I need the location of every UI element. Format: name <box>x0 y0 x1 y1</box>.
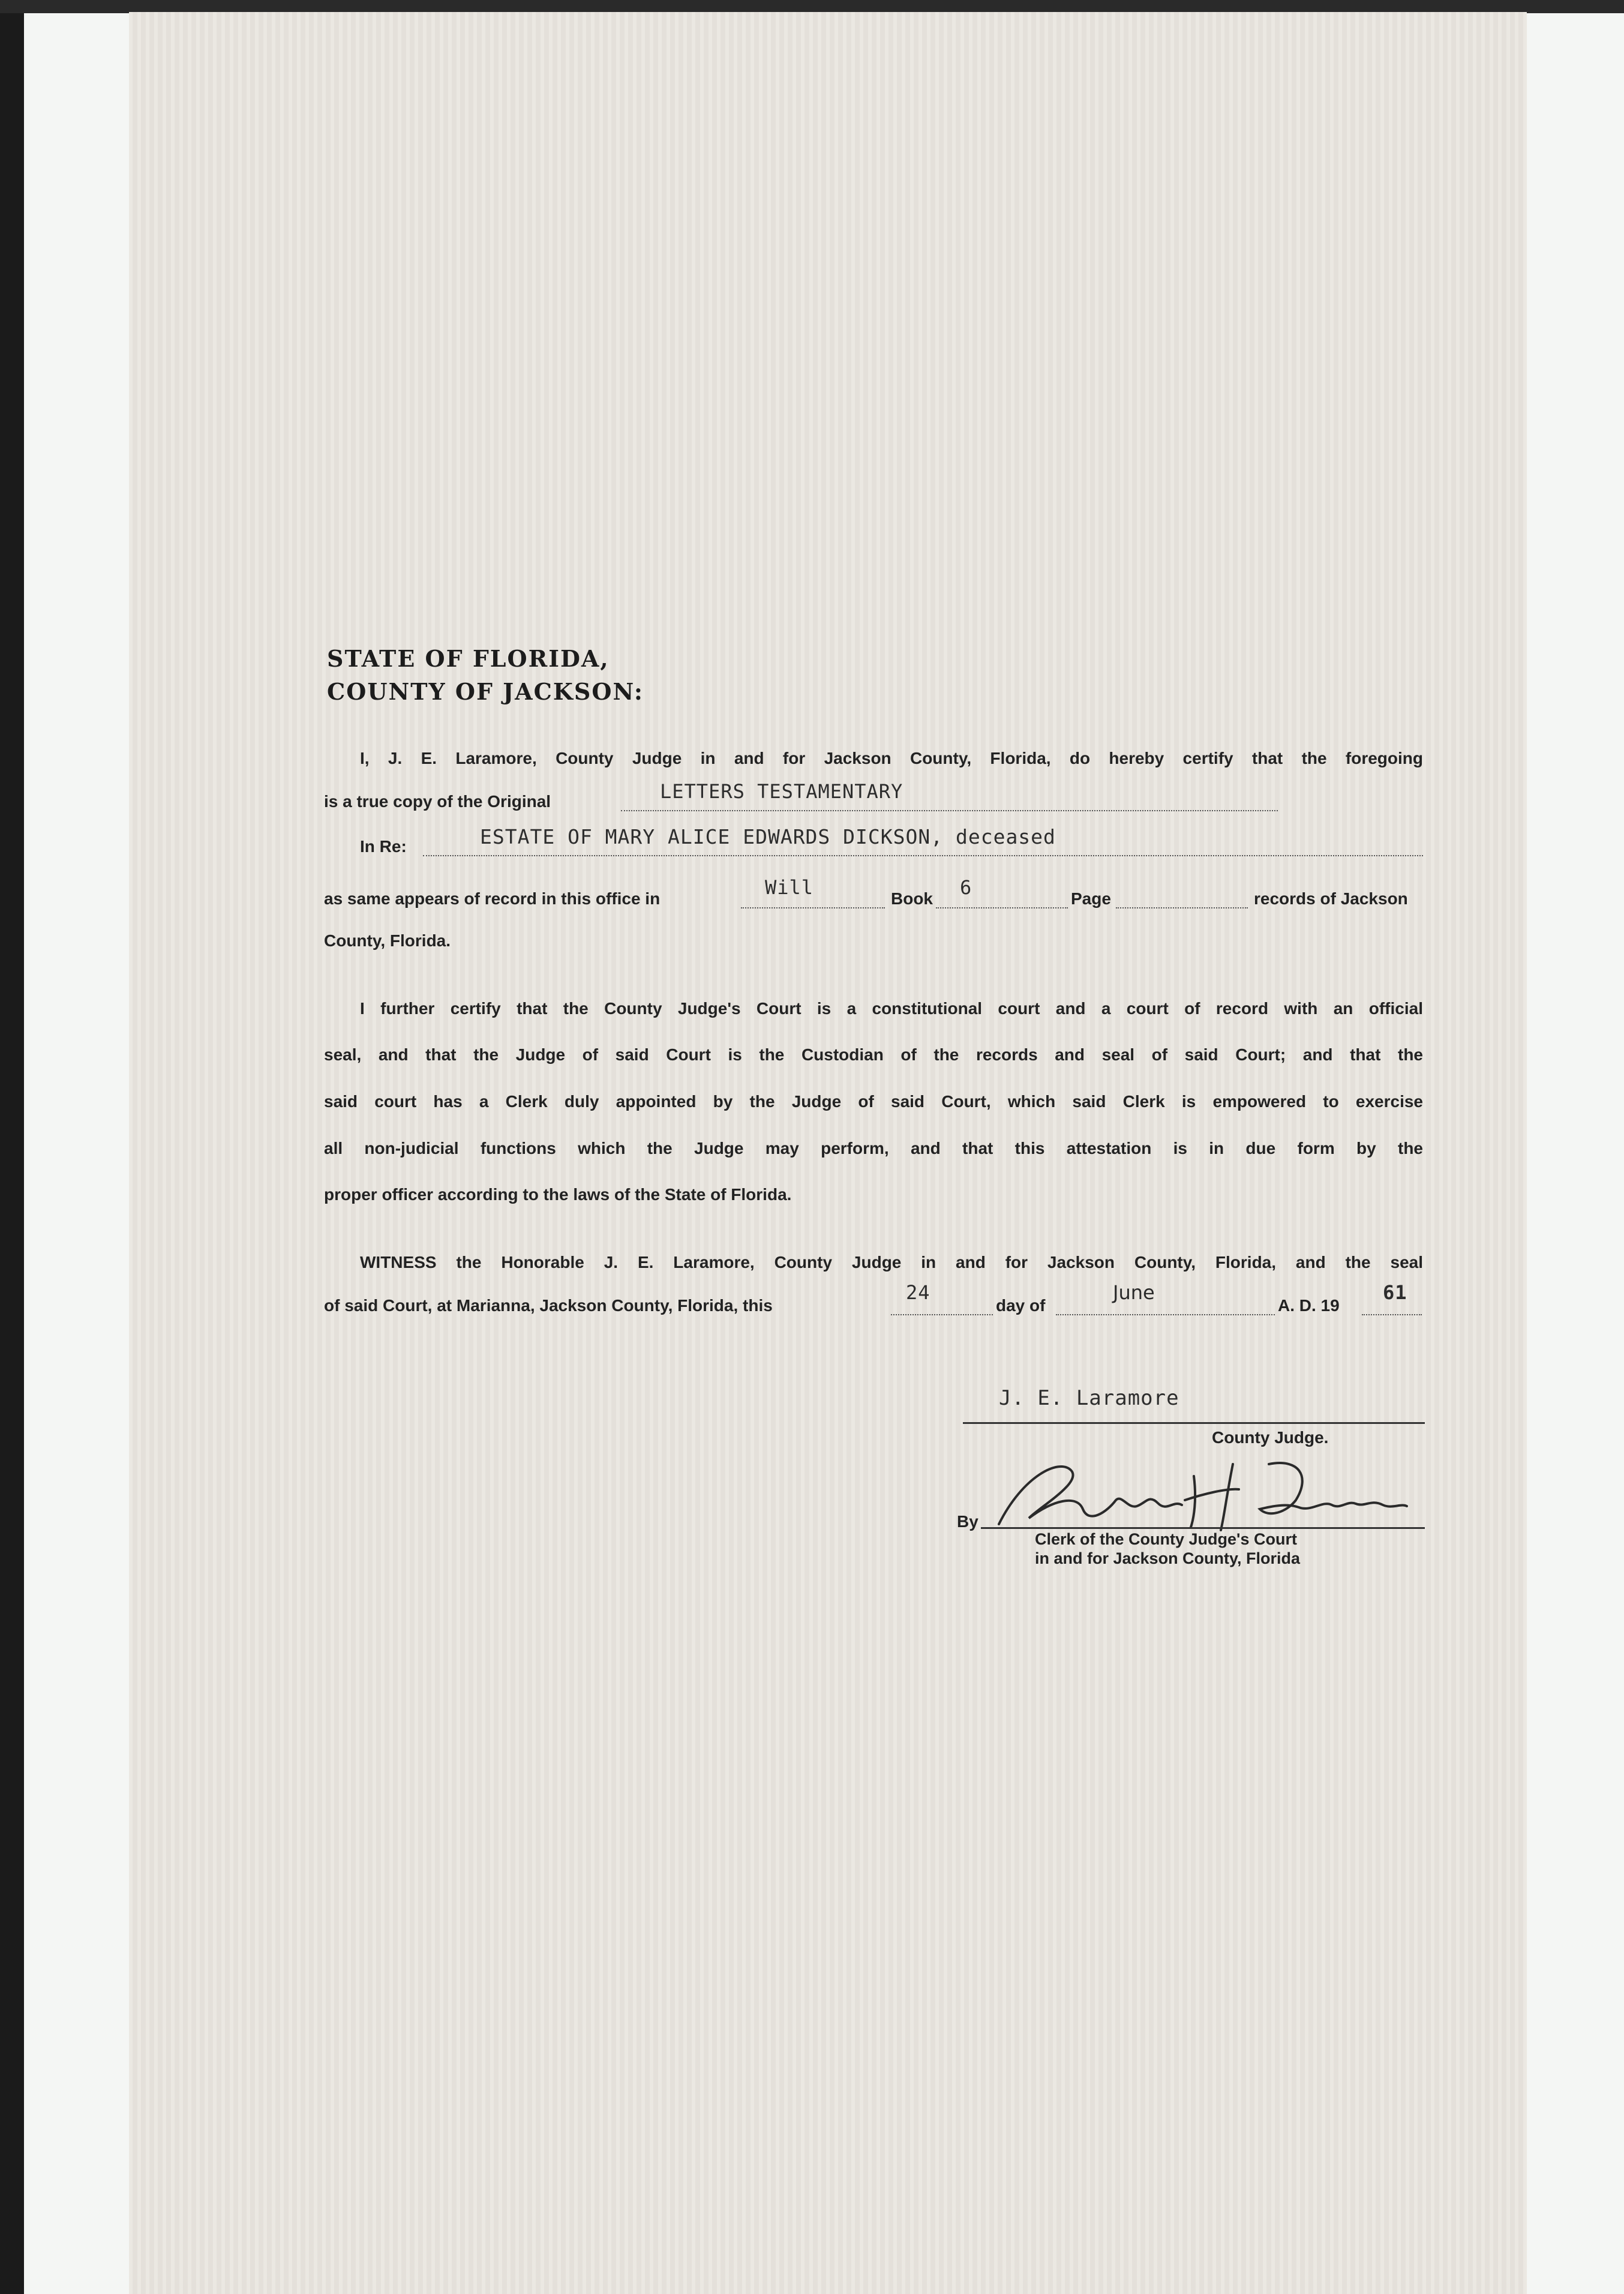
judge-name: J. E. Laramore <box>999 1386 1179 1410</box>
document-page <box>129 12 1527 2294</box>
witness-line-2-prefix: of said Court, at Marianna, Jackson County, Florida, this <box>324 1296 773 1315</box>
page-label: Page <box>1071 889 1111 908</box>
book-line <box>936 907 1068 908</box>
year-value: 61 <box>1383 1281 1407 1304</box>
clerk-signature <box>987 1452 1419 1536</box>
day-line <box>891 1314 993 1315</box>
record-label: as same appears of record in this office in <box>324 889 661 908</box>
scan-edge <box>0 0 24 2294</box>
further-line-3: said court has a Clerk duly appointed by the Judge of said Court, which said Clerk is empowered to exercise <box>324 1092 1423 1111</box>
certification-intro: I, J. E. Laramore, County Judge in and for Jackson County, Florida, do hereby certify that the foregoing <box>360 749 1423 767</box>
ad-label: A. D. 19 <box>1278 1296 1340 1315</box>
record-type-value: Will <box>765 876 814 899</box>
day-label: day of <box>996 1296 1046 1315</box>
witness-line-1: WITNESS the Honorable J. E. Laramore, County Judge in and for Jackson County, Florida, and the seal <box>360 1253 1423 1272</box>
in-re-label: In Re: <box>360 837 407 856</box>
book-value: 6 <box>960 876 972 899</box>
judge-title: County Judge. <box>1212 1428 1329 1447</box>
further-line-4: all non-judicial functions which the Judge may perform, and that this attestation is in due form by the <box>324 1139 1423 1158</box>
records-label: records of Jackson <box>1254 889 1408 908</box>
heading-state: STATE OF FLORIDA, <box>327 645 610 672</box>
true-copy-label: is a true copy of the Original <box>324 792 551 811</box>
in-re-value: ESTATE OF MARY ALICE EDWARDS DICKSON, deceased <box>480 825 1056 848</box>
clerk-title-line-2: in and for Jackson County, Florida <box>1035 1549 1301 1567</box>
month-value: June <box>1113 1281 1155 1304</box>
clerk-signature-line <box>981 1527 1425 1529</box>
month-line <box>1056 1314 1275 1315</box>
in-re-line <box>423 855 1423 856</box>
heading-county: COUNTY OF JACKSON: <box>327 678 644 705</box>
further-line-2: seal, and that the Judge of said Court is the Custodian of the records and seal of said Court; and that the <box>324 1045 1423 1064</box>
further-line-1: I further certify that the County Judge's Court is a constitutional court and a court of record with an official <box>360 999 1423 1018</box>
further-line-5: proper officer according to the laws of the State of Florida. <box>324 1185 792 1204</box>
record-type-line <box>741 907 885 908</box>
day-value: 24 <box>906 1281 930 1304</box>
page-line <box>1116 907 1248 908</box>
clerk-title-line-1: Clerk of the County Judge's Court <box>1035 1530 1297 1548</box>
original-document-value: LETTERS TESTAMENTARY <box>660 780 903 803</box>
book-label: Book <box>891 889 933 908</box>
county-label: County, Florida. <box>324 931 451 950</box>
original-doc-line <box>621 810 1278 811</box>
by-label: By <box>957 1512 978 1531</box>
year-line <box>1362 1314 1422 1315</box>
judge-signature-line <box>963 1422 1425 1424</box>
scan-top-edge <box>0 0 1624 13</box>
